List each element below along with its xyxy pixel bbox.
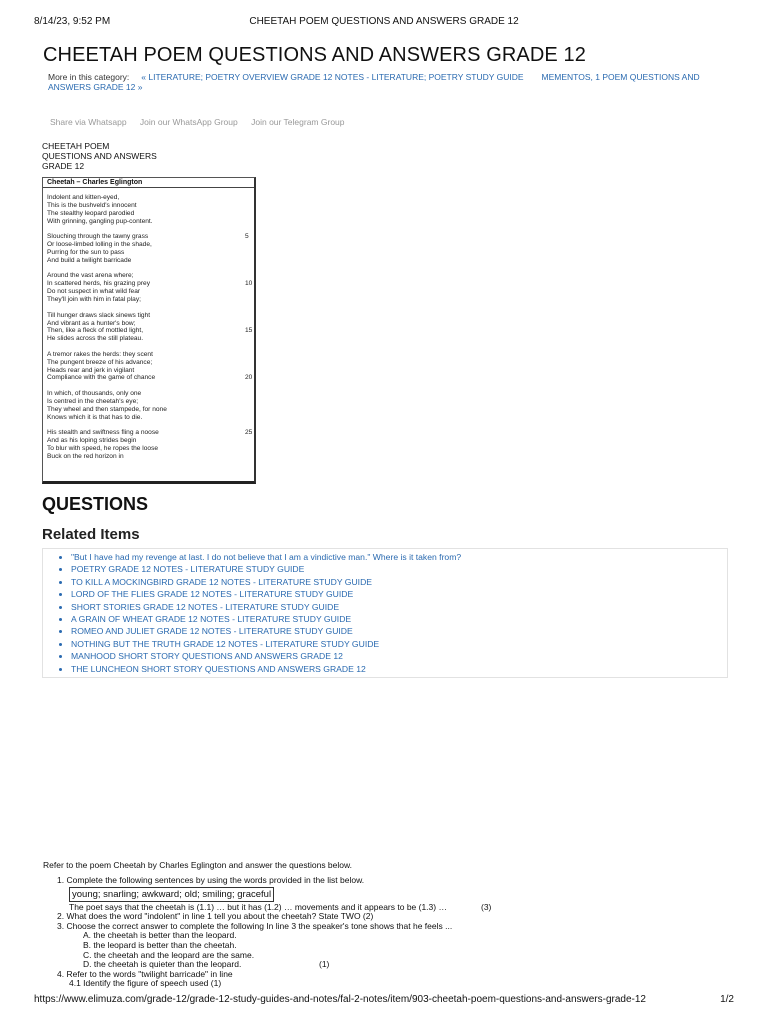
prev-article-link[interactable]: « LITERATURE; POETRY OVERVIEW GRADE 12 NOTES - LITERATURE; POETRY STUDY GUIDE	[141, 72, 524, 82]
question-3-option: A. the cheetah is better than the leopard.	[83, 930, 237, 941]
poem-heading: Cheetah – Charles Eglington	[43, 178, 254, 188]
question-1-sentence: The poet says that the cheetah is (1.1) … but it has (1.2) … movements and it appears to be (1.3) … (3)	[69, 901, 492, 912]
category-label: More in this category:	[48, 72, 130, 82]
print-page-number: 1/2	[720, 994, 734, 1005]
poem-line: Is centred in the cheetah's eye;	[47, 397, 139, 405]
poem-line: To blur with speed, he ropes the loose	[47, 445, 159, 452]
poem-line-number: 20	[245, 374, 253, 382]
category-nav	[48, 72, 728, 92]
poem-caption-line: GRADE 12	[42, 161, 85, 171]
question-3-marks: (1)	[319, 959, 330, 970]
poem-line: Heads rear and jerk in vigilant	[47, 366, 135, 374]
related-item-link[interactable]: • NOTHING BUT THE TRUTH GRADE 12 NOTES - LITERATURE STUDY GUIDE	[71, 638, 727, 650]
next-article-link[interactable]: MEMENTOS, 1 POEM QUESTIONS AND ANSWERS GRADE 12 »	[48, 72, 700, 92]
poem-line: This is the bushveld's innocent	[47, 201, 137, 209]
poem-line: Then, like a fleck of mottled light, 15	[47, 327, 253, 335]
poem-line: Around the vast arena where;	[47, 272, 134, 280]
related-items-box	[42, 548, 728, 678]
question-4-1: 4.1 Identify the figure of speech used (1)	[69, 978, 222, 989]
poem-line: They'll join with him in fatal play;	[47, 295, 141, 303]
join-telegram-group-link[interactable]: Join our Telegram Group	[251, 117, 345, 127]
share-whatsapp-link[interactable]: Share via Whatsapp	[50, 117, 127, 127]
related-item-link[interactable]: • LORD OF THE FLIES GRADE 12 NOTES - LITERATURE STUDY GUIDE	[71, 588, 727, 600]
share-bar	[50, 117, 356, 127]
poem-line: Buck on the red horizon in	[47, 452, 124, 460]
related-item-link[interactable]: • TO KILL A MOCKINGBIRD GRADE 12 NOTES - LITERATURE STUDY GUIDE	[71, 576, 727, 588]
poem-line: Purring for the sun to pass	[47, 248, 125, 256]
poem-stanza	[47, 311, 253, 343]
poem-image	[42, 177, 256, 484]
questions-intro: Refer to the poem Cheetah by Charles Eglington and answer the questions below.	[43, 860, 353, 870]
question-1: 1. Complete the following sentences by using the words provided in the list below.	[57, 875, 365, 885]
poem-stanza	[47, 194, 250, 225]
poem-line: Knows which it is that has to die.	[47, 413, 143, 421]
poem-line-number: 10	[245, 280, 253, 288]
print-footer	[34, 994, 734, 1005]
poem-line: Do not suspect in what wild fear	[47, 288, 141, 296]
poem-line: Slouching through the tawny grass 5	[47, 233, 249, 241]
print-datetime: 8/14/23, 9:52 PM	[34, 16, 111, 27]
poem-line: In scattered herds, his grazing prey 10	[47, 280, 253, 288]
related-item-link[interactable]: • POETRY GRADE 12 NOTES - LITERATURE STUDY GUIDE	[71, 563, 727, 575]
related-items-list	[71, 551, 727, 675]
poem-line-number: 25	[245, 429, 253, 437]
poem-line: They wheel and then stampede, for none	[47, 405, 167, 413]
poem-line: In which, of thousands, only one	[47, 390, 142, 398]
related-item-link[interactable]: • MANHOOD SHORT STORY QUESTIONS AND ANSWERS GRADE 12	[71, 650, 727, 662]
questions-list	[57, 876, 717, 989]
poem-line: Or loose-limbed lolling in the shade,	[47, 241, 152, 249]
poem-stanza	[47, 272, 253, 303]
print-doc-title: CHEETAH POEM QUESTIONS AND ANSWERS GRADE 12	[249, 16, 519, 27]
poem-line: And as his loping strides begin	[47, 437, 137, 445]
poem-stanza	[47, 429, 253, 460]
question-3-option: B. the leopard is better than the cheetah.	[83, 939, 237, 950]
questions-heading: QUESTIONS	[42, 494, 149, 514]
related-item-link[interactable]: • SHORT STORIES GRADE 12 NOTES - LITERATURE STUDY GUIDE	[71, 601, 727, 613]
poem-line: Compliance with the game of chance 20	[47, 374, 253, 382]
poem-line-number: 5	[245, 233, 249, 241]
poem-line: The stealthy leopard parodied	[47, 209, 135, 217]
poem-caption-line: QUESTIONS AND ANSWERS	[42, 151, 157, 161]
question-3-option: D. the cheetah is quieter than the leopard. (1)	[83, 959, 330, 970]
poem-line: His stealth and swiftness fling a noose 25	[47, 429, 253, 437]
poem-body	[43, 188, 254, 461]
question-1-marks: (3)	[481, 901, 492, 912]
poem-line: He slides across the still plateau.	[47, 335, 144, 343]
poem-line: Till hunger draws slack sinews tight	[47, 311, 151, 319]
poem-line-number: 15	[245, 327, 253, 335]
related-item-link[interactable]: • THE LUNCHEON SHORT STORY QUESTIONS AND ANSWERS GRADE 12	[71, 663, 727, 675]
poem-line: With grinning, gangling pup-content.	[47, 217, 153, 225]
join-whatsapp-group-link[interactable]: Join our WhatsApp Group	[139, 117, 238, 127]
poem-stanza	[47, 390, 250, 421]
related-items-heading: Related Items	[42, 526, 140, 543]
related-item-link[interactable]: • "But I have had my revenge at last. I do not believe that I am a vindictive man." Where is it taken from?	[71, 551, 727, 563]
poem-line: A tremor rakes the herds: they scent	[47, 350, 153, 358]
poem-stanza	[47, 233, 250, 264]
question-2: 2. What does the word "indolent" in line 1 tell you about the cheetah? State TWO (2)	[57, 911, 374, 922]
question-4: 4. Refer to the words "twilight barricade" in line	[57, 968, 233, 979]
related-item-link[interactable]: • A GRAIN OF WHEAT GRADE 12 NOTES - LITERATURE STUDY GUIDE	[71, 613, 727, 625]
poem-line: The pungent breeze of his advance;	[47, 358, 153, 366]
poem-stanza	[47, 350, 253, 382]
poem-caption-line: CHEETAH POEM	[42, 141, 110, 151]
question-3: 3. Choose the correct answer to complete the following In line 3 the speaker's tone shows that he feels ...	[57, 920, 453, 931]
word-bank: young; snarling; awkward; old; smiling; graceful	[69, 887, 274, 902]
question-3-option: C. the cheetah and the leopard are the same.	[83, 949, 255, 960]
print-url: https://www.elimuza.com/grade-12/grade-12-study-guides-and-notes/fal-2-notes/item/903-cheetah-poem-questions-and-answers-grade-12	[34, 994, 646, 1005]
related-item-link[interactable]: • ROMEO AND JULIET GRADE 12 NOTES - LITERATURE STUDY GUIDE	[71, 625, 727, 637]
print-header	[34, 16, 734, 30]
poem-line: And vibrant as a hunter's bow;	[47, 319, 136, 327]
poem-line: Indolent and kitten-eyed,	[47, 194, 120, 201]
page-title: CHEETAH POEM QUESTIONS AND ANSWERS GRADE 12	[43, 44, 586, 66]
poem-caption	[42, 141, 192, 171]
poem-line: And build a twilight barricade	[47, 256, 132, 264]
